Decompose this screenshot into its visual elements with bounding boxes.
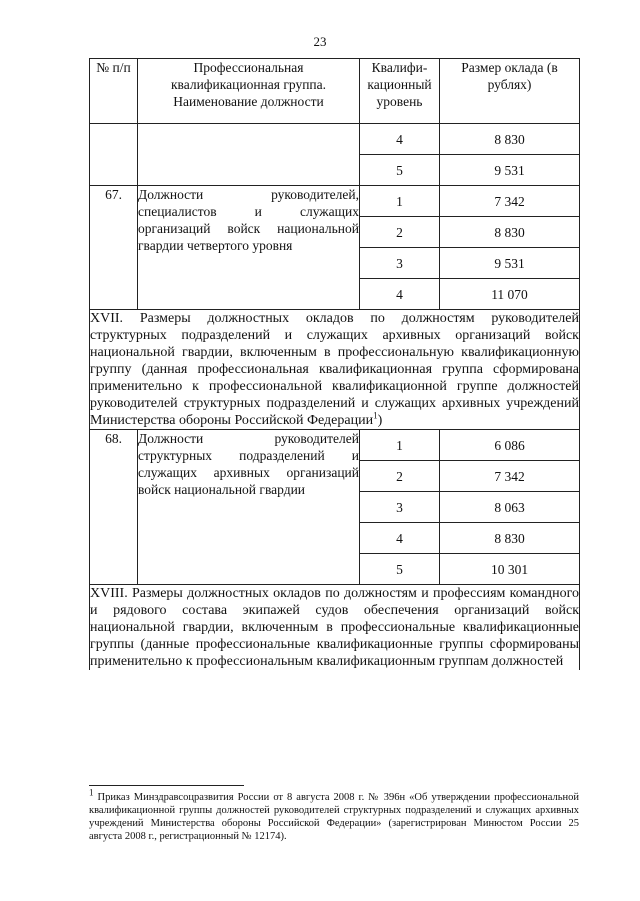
level-cell: 4 [360,523,440,554]
salary-cell: 8 830 [440,523,580,554]
salary-cell: 8 063 [440,492,580,523]
salary-cell: 10 301 [440,554,580,585]
salary-cell: 6 086 [440,430,580,461]
level-cell: 5 [360,155,440,186]
salary-cell: 9 531 [440,155,580,186]
salary-cell: 8 830 [440,124,580,155]
footnote-mark: 1 [373,410,378,421]
section-text-tail: ) [377,413,383,428]
empty-cell [90,124,138,186]
group-name: Должности руководителей, специалистов и служащих организаций войск национальной гвардии четвертого уровня [138,186,360,310]
level-cell: 4 [360,124,440,155]
level-cell: 2 [360,217,440,248]
section-row [90,310,580,430]
table-row [90,430,580,461]
header-salary: Размер оклада (в рублях) [440,59,580,124]
level-cell: 2 [360,461,440,492]
header-group-name: Профессиональная квалификационная группа. Наименование должности [138,59,360,124]
table-row [90,124,580,155]
section-heading-xviii: XVIII. Размеры должностных окладов по должностям и профессиям командного и рядового состава экипажей судов обеспечения организаций войск национальной гвардии, включенным в профессиональные квалификационные группы (данные профессиональные квалификационные группы сформированы применительно к профессиональным квалификационным группам должностей [90,586,579,669]
salary-cell: 8 830 [440,217,580,248]
page-number: 23 [313,34,327,49]
header-number: № п/п [90,59,138,124]
level-cell: 4 [360,279,440,310]
footnote-text: Приказ Минздравсоцразвития России от 8 августа 2008 г. № 396н «Об утверждении профессиональной квалификационной группы должностей руководителей структурных подразделений и служащих архивных учреждений Министерства обороны Российской Федерации» (зарегистрирован Минюстом России 25 августа 2008 г., регистрационный № 12174). [89,792,580,842]
footnote-number: 1 [89,787,94,798]
header-level: Квалифи-кационный уровень [360,59,440,124]
group-number: 68. [90,430,138,585]
footnote-separator [89,785,244,786]
table-header-row [90,59,580,124]
section-text: XVII. Размеры должностных окладов по должностям руководителей структурных подразделений и служащих архивных организаций войск национальной гвардии, включенным в профессиональную квалификационную группу (данная профессиональная квалификационная группа сформирована применительно к профессиональной квалификационной группе должностей руководителей структурных подразделений и служащих архивных учреждений Министерства обороны Российской Федерации [90,311,579,428]
section-row [90,585,580,671]
level-cell: 3 [360,248,440,279]
level-cell: 1 [360,430,440,461]
table-row [90,186,580,217]
salary-cell: 7 342 [440,461,580,492]
level-cell: 1 [360,186,440,217]
group-name: Должности руководителей структурных подразделений и служащих архивных организаций войск национальной гвардии [138,430,360,585]
salary-table [89,58,580,670]
empty-cell [138,124,360,186]
salary-cell: 7 342 [440,186,580,217]
level-cell: 3 [360,492,440,523]
level-cell: 5 [360,554,440,585]
group-number: 67. [90,186,138,310]
footnote [89,787,580,843]
section-heading-xvii [90,310,580,430]
salary-cell: 9 531 [440,248,580,279]
salary-cell: 11 070 [440,279,580,310]
